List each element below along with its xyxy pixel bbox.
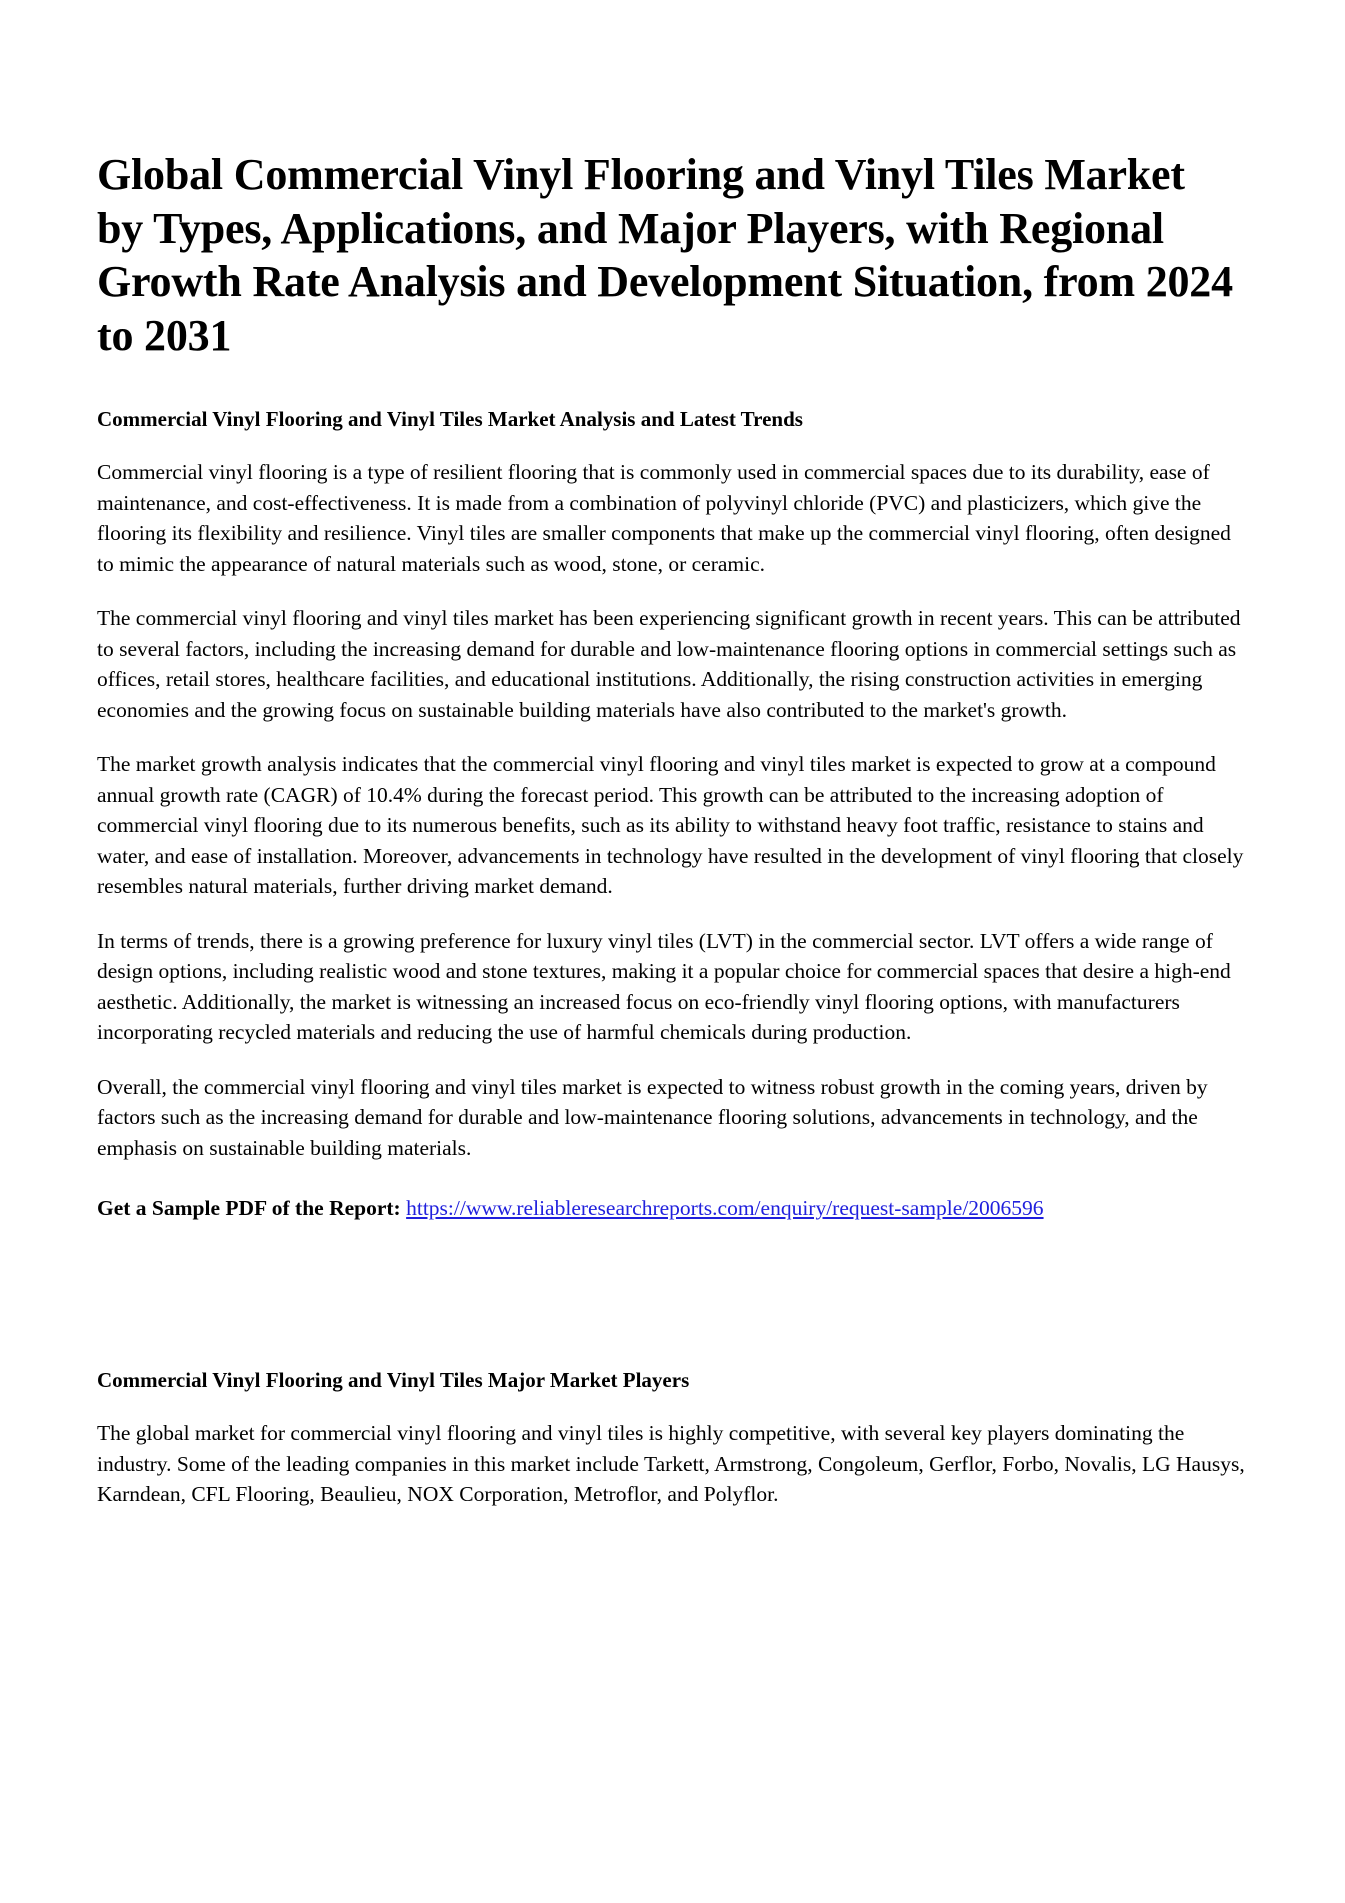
request-sample-link[interactable]: https://www.reliableresearchreports.com/enquiry/request-sample/2006596	[406, 1196, 1044, 1221]
paragraph-key-players: The global market for commercial vinyl flooring and vinyl tiles is highly competitive, with several key players dominating the industry. Some of the leading companies in this market include Tarkett, Armstrong, Congoleum, Gerflor, Forbo, Novalis, LG Hausys, Karndean, CFL Flooring, Beaulieu, NOX Corporation, Metroflor, and Polyflor.	[97, 1421, 1245, 1507]
paragraph-cagr-analysis: The market growth analysis indicates that the commercial vinyl flooring and vinyl tiles market is expected to grow at a compound annual growth rate (CAGR) of 10.4% during the forecast period. This growth can be attributed to the increasing adoption of commercial vinyl flooring due to its numerous benefits, such as its ability to withstand heavy foot traffic, resistance to stains and water, and ease of installation. Moreover, advancements in technology have resulted in the development of vinyl flooring that closely resembles natural materials, further driving market demand.	[97, 752, 1244, 899]
sample-pdf-label: Get a Sample PDF of the Report:	[97, 1196, 401, 1221]
section-heading-market-analysis: Commercial Vinyl Flooring and Vinyl Tiles Market Analysis and Latest Trends	[97, 406, 803, 431]
section-spacer	[97, 1224, 1247, 1276]
sample-pdf-row	[97, 1163, 1245, 1224]
document-content	[97, 0, 1247, 1510]
paragraph-market-growth-drivers: The commercial vinyl flooring and vinyl tiles market has been experiencing significant growth in recent years. This can be attributed to several factors, including the increasing demand for durable and low-maintenance flooring options in commercial settings such as offices, retail stores, healthcare facilities, and educational institutions. Additionally, the rising construction activities in emerging economies and the growing focus on sustainable building materials have also contributed to the market's growth.	[97, 606, 1241, 722]
page-title: Global Commercial Vinyl Flooring and Vinyl Tiles Market by Types, Applications, and Major Players, with Regional Growth Rate Analysis and Development Situation, from 2024 to 2031	[97, 150, 1233, 361]
paragraph-definition: Commercial vinyl flooring is a type of resilient flooring that is commonly used in commercial spaces due to its durability, ease of maintenance, and cost-effectiveness. It is made from a combination of polyvinyl chloride (PVC) and plasticizers, which give the flooring its flexibility and resilience. Vinyl tiles are smaller components that make up the commercial vinyl flooring, often designed to mimic the appearance of natural materials such as wood, stone, or ceramic.	[97, 460, 1231, 576]
paragraph-trends-lvt: In terms of trends, there is a growing preference for luxury vinyl tiles (LVT) in the commercial sector. LVT offers a wide range of design options, including realistic wood and stone textures, making it a popular choice for commercial spaces that desire a high-end aesthetic. Additionally, the market is witnessing an increased focus on eco-friendly vinyl flooring options, with manufacturers incorporating recycled materials and reducing the use of harmful chemicals during production.	[97, 928, 1231, 1045]
section-heading-major-players: Commercial Vinyl Flooring and Vinyl Tiles Major Market Players	[97, 1367, 690, 1392]
paragraph-overall-outlook: Overall, the commercial vinyl flooring and vinyl tiles market is expected to witness robust growth in the coming years, driven by factors such as the increasing demand for durable and low-maintenance flooring solutions, advancements in technology, and the emphasis on sustainable building materials.	[97, 1074, 1208, 1160]
